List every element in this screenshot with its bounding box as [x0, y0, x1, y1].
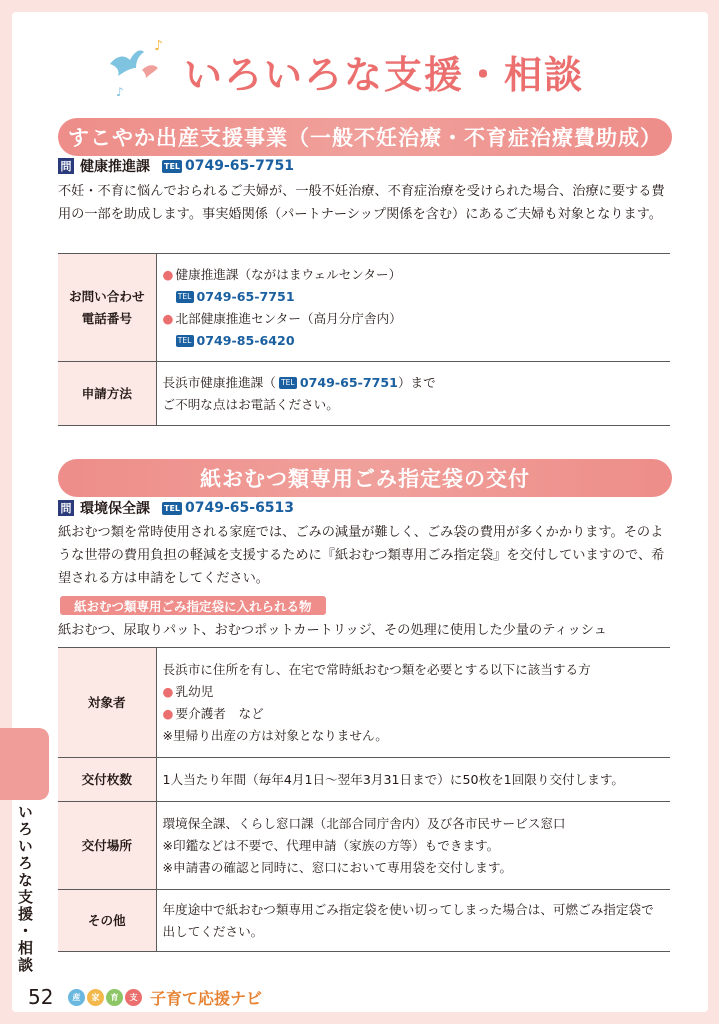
place-line1: 環境保全課、くらし窓口課（北部合同庁舎内）及び各市民サービス窓口: [162, 815, 566, 831]
apply-phone[interactable]: 0749-65-7751: [299, 374, 398, 390]
sub-label-accepted-items: 紙おむつ類専用ごみ指定袋に入れられる物: [60, 596, 326, 615]
phone-number[interactable]: 0749-65-7751: [185, 158, 295, 174]
dept-contact-fertility: [58, 155, 294, 177]
target-bullet1: 乳幼児: [175, 683, 214, 699]
brand-circle-icon: 産: [68, 989, 85, 1006]
table-header-other: その他: [58, 890, 156, 952]
tel-icon: TEL: [279, 377, 297, 389]
question-icon: 問: [58, 158, 74, 174]
tel-icon: TEL: [176, 335, 194, 347]
fertility-description: 不妊・不育に悩んでおられるご夫婦が、一般不妊治療、不育症治療を受けられた場合、治療に要する費用の一部を助成します。事実婚関係（パートナーシップ関係を含む）にあるご夫婦も対象となります。: [58, 184, 665, 222]
table-cell-contact: [156, 254, 670, 362]
contact-2-phone[interactable]: 0749-85-6420: [196, 332, 295, 348]
tel-icon: TEL: [163, 161, 181, 171]
phone-number[interactable]: 0749-65-6513: [185, 500, 295, 516]
footer-brand: [68, 986, 262, 1009]
brand-name: 子育て応援ナビ: [150, 989, 263, 1008]
table-header-contact: お問い合わせ 電話番号: [58, 254, 156, 362]
table-cell-apply: [156, 362, 670, 426]
side-index-label: いろいろな支援・相談: [16, 804, 34, 974]
table-row: [58, 802, 670, 890]
place-note2: ※申請書の確認と同時に、窓口において専用袋を交付します。: [162, 859, 513, 875]
table-header-target: 対象者: [58, 648, 156, 758]
table-row: [58, 890, 670, 952]
diaper-description: 紙おむつ類を常時使用される家庭では、ごみの減量が難しく、ごみ袋の費用が多くかかります。そのような世帯の費用負担の軽減を支援するために『紙おむつ類専用ごみ指定袋』を交付していますので、希望される方は申請をしてください。: [58, 525, 665, 586]
table-row: [58, 254, 670, 362]
table-cell-target: [156, 648, 670, 758]
table-header-count: 交付枚数: [58, 758, 156, 802]
brand-circle-icon: 育: [106, 989, 123, 1006]
dept-contact-diaper: [58, 497, 294, 519]
question-icon: 問: [58, 500, 74, 516]
section-banner-diaper: 紙おむつ類専用ごみ指定袋の交付: [58, 459, 672, 497]
svg-text:♪: ♪: [116, 85, 124, 98]
page-title: いろいろな支援・相談: [184, 53, 585, 97]
target-line1: 長浜市に住所を有し、在宅で常時紙おむつ類を必要とする以下に該当する方: [162, 661, 591, 677]
table-header-apply: 申請方法: [58, 362, 156, 426]
brand-circle-icon: 家: [87, 989, 104, 1006]
table-header-place: 交付場所: [58, 802, 156, 890]
table-row: [58, 362, 670, 426]
target-bullet2: 要介護者 など: [175, 705, 264, 721]
table-cell-count: 1人当たり年間（毎年4月1日～翌年3月31日まで）に50枚を1回限り交付します。: [156, 758, 670, 802]
apply-post: ）まで: [397, 374, 436, 390]
bullet-icon: ●: [162, 310, 174, 326]
table-row: [58, 648, 670, 758]
table-cell-place: [156, 802, 670, 890]
contact-1-phone[interactable]: 0749-65-7751: [196, 288, 295, 304]
fertility-info-table: [58, 253, 670, 426]
bullet-icon: ●: [162, 683, 174, 699]
svg-text:♪: ♪: [154, 38, 163, 54]
apply-pre: 長浜市健康推進課（: [162, 374, 276, 390]
section-banner-fertility: すこやか出産支援事業（一般不妊治療・不育症治療費助成）: [58, 118, 672, 156]
bird-music-decoration-icon: [96, 34, 180, 98]
page-number: 52: [28, 985, 54, 1009]
bullet-icon: ●: [162, 266, 174, 282]
dept-name: 環境保全課: [80, 501, 150, 517]
place-note1: ※印鑑などは不要で、代理申請（家族の方等）もできます。: [162, 837, 500, 853]
tel-icon: TEL: [176, 291, 194, 303]
apply-line2: ご不明な点はお電話ください。: [162, 396, 339, 412]
dept-name: 健康推進課: [80, 159, 150, 175]
accepted-items-text: 紙おむつ、尿取りパット、おむつポットカートリッジ、その処理に使用した少量のティッシュ: [58, 623, 607, 638]
tel-icon: TEL: [163, 503, 181, 513]
side-index-tab: [0, 728, 49, 800]
contact-2-name: 北部健康推進センター（高月分庁舎内）: [175, 310, 402, 326]
target-note: ※里帰り出産の方は対象となりません。: [162, 727, 388, 743]
table-cell-other: 年度途中で紙おむつ類専用ごみ指定袋を使い切ってしまった場合は、可燃ごみ指定袋で出してください。: [156, 890, 670, 952]
brand-circle-icon: 支: [125, 989, 142, 1006]
diaper-info-table: [58, 647, 670, 952]
bullet-icon: ●: [162, 705, 174, 721]
contact-1-name: 健康推進課（ながはまウェルセンター）: [175, 266, 402, 282]
table-row: [58, 758, 670, 802]
